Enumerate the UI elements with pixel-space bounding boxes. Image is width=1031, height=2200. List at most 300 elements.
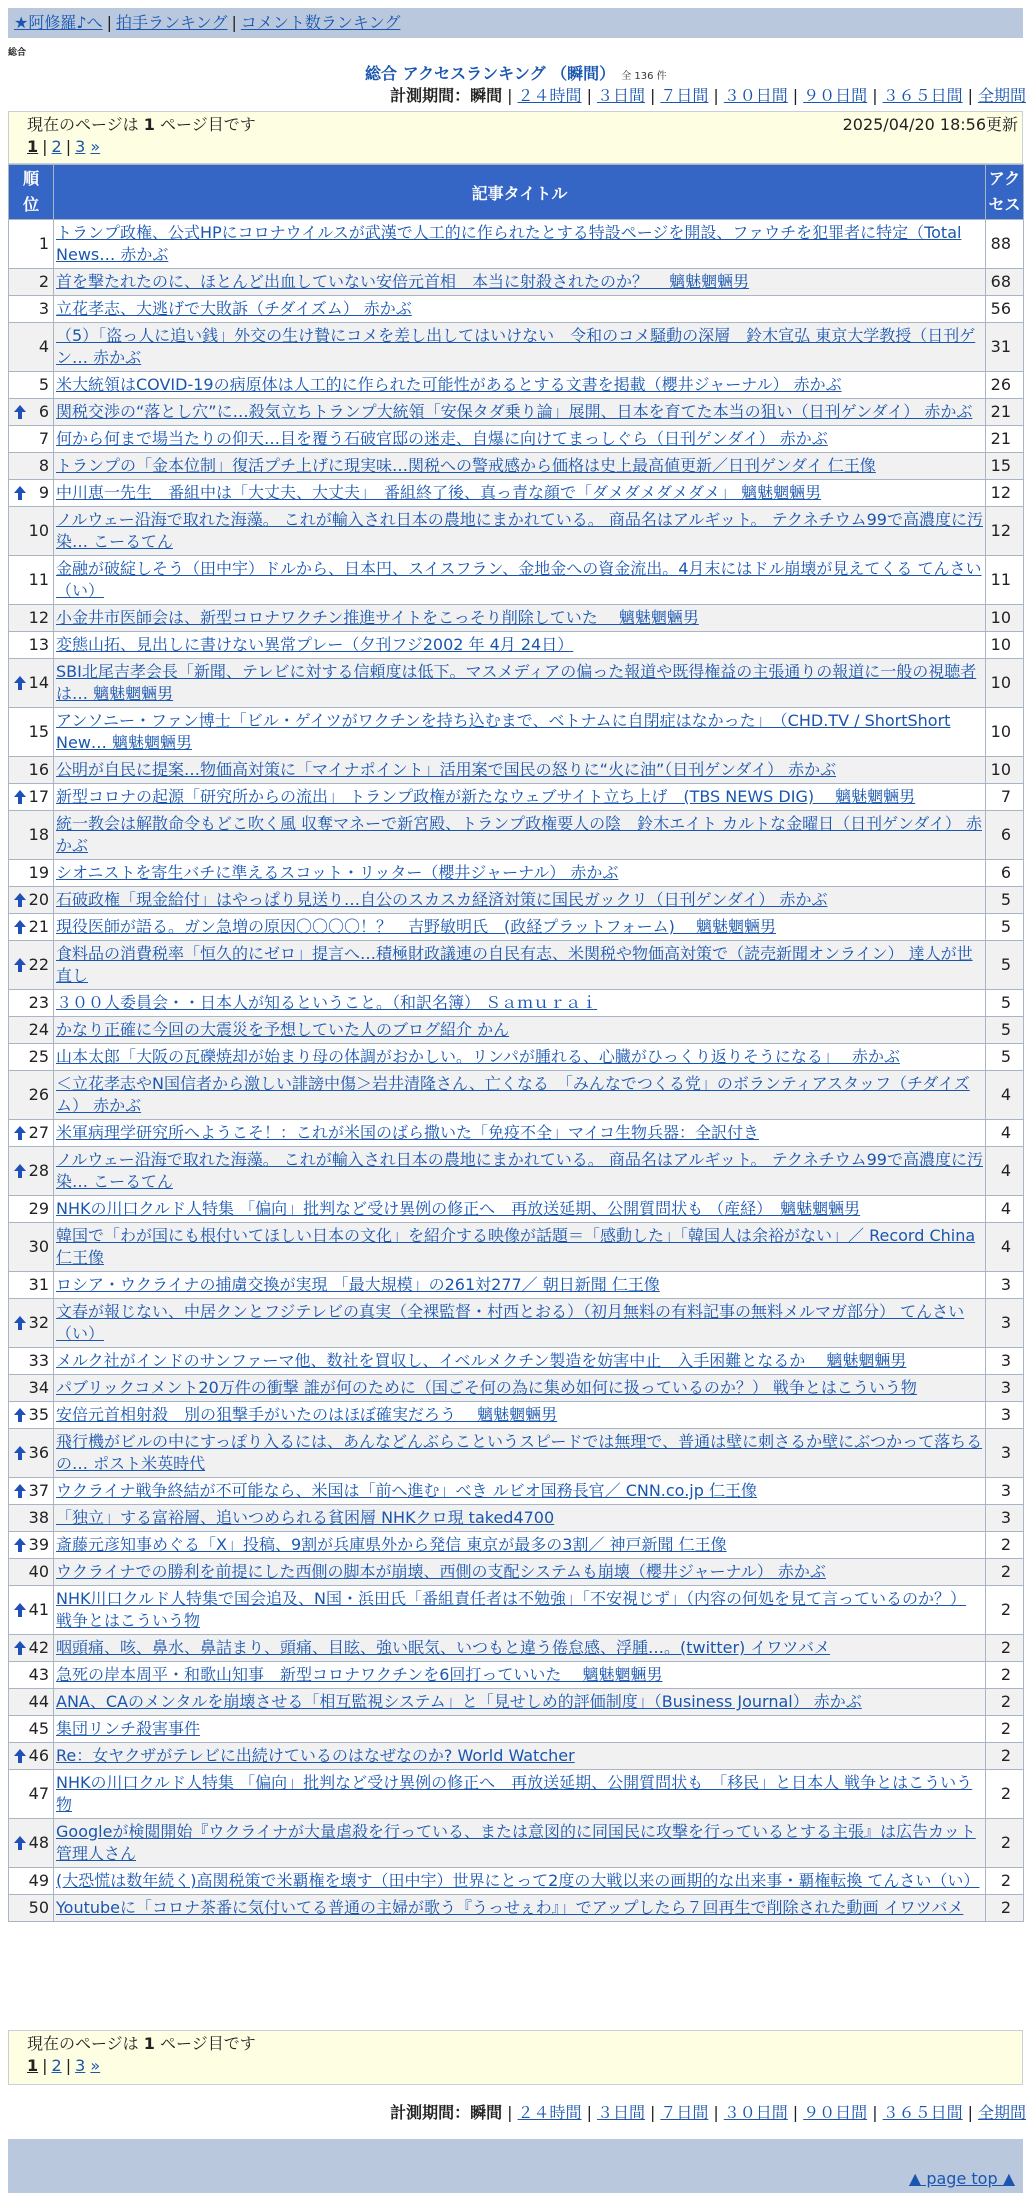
period-link[interactable]: ７日間 — [660, 86, 709, 105]
article-title-link[interactable]: 新型コロナの起源「研究所からの流出」 トランプ政権が新たなウェブサイト立ち上げ (TBS NEWS DIG) 魑魅魍魎男 — [56, 787, 916, 806]
article-title-link[interactable]: 現役医師が語る。ガン急増の原因〇〇〇〇！？ 吉野敏明氏 (政経プラットフォーム) 魑魅魍魎男 — [56, 917, 776, 936]
article-title-link[interactable]: 変態山拓、見出しに書けない異常プレー（夕刊フジ2002 年 4月 24日） — [56, 635, 574, 654]
rank-cell — [9, 1223, 54, 1272]
table-row — [9, 1071, 1024, 1120]
title-cell — [54, 887, 986, 914]
access-count: 4 — [986, 1223, 1024, 1272]
table-row — [9, 1402, 1024, 1429]
rank-number: 32 — [28, 1313, 49, 1332]
article-title-link[interactable]: 山本太郎「大阪の瓦礫焼却が始まり母の体調がおかしい。リンパが腫れる、心臓がひっくり返りそうになる」 赤かぶ — [56, 1047, 900, 1066]
access-count: 10 — [986, 757, 1024, 784]
title-cell — [54, 1120, 986, 1147]
rank-cell — [9, 1532, 54, 1559]
rank-number: 23 — [28, 993, 49, 1012]
table-row — [9, 784, 1024, 811]
table-row — [9, 914, 1024, 941]
period-selector-top: 計測期間：瞬間 | ２４時間 | ３日間 | ７日間 | ３０日間 | ９０日間 | ３６５日間 | 全期間 — [390, 86, 1026, 105]
period-link[interactable]: 全期間 — [977, 86, 1026, 105]
title-cell — [54, 1196, 986, 1223]
rank-number: 30 — [28, 1237, 49, 1256]
article-title-link[interactable]: 飛行機がビルの中にすっぽり入るには、あんなどんぶらこというスピードでは無理で、普通は壁に刺さるか壁にぶつかって落ちるの… ポスト米英時代 — [56, 1432, 983, 1473]
access-count: 10 — [986, 659, 1024, 708]
title-cell — [54, 1478, 986, 1505]
table-row — [9, 1819, 1024, 1868]
article-title-link[interactable]: ウクライナでの勝利を前提にした西側の脚本が崩壊、西側の支配システムも崩壊（櫻井ジャーナル） 赤かぶ — [56, 1562, 826, 1581]
access-count: 3 — [986, 1348, 1024, 1375]
rank-number: 33 — [28, 1351, 49, 1370]
rank-cell — [9, 1662, 54, 1689]
period-link[interactable]: ２４時間 — [517, 86, 582, 105]
title-cell — [54, 1586, 986, 1635]
table-row — [9, 1348, 1024, 1375]
rank-cell — [9, 887, 54, 914]
article-title-link[interactable]: Re：女ヤクザがテレビに出続けているのはなぜなのか? World Watcher — [56, 1746, 575, 1765]
rank-number: 50 — [28, 1898, 49, 1917]
rank-number: 3 — [38, 299, 49, 318]
table-row — [9, 480, 1024, 507]
period-link[interactable]: 全期間 — [977, 2103, 1026, 2122]
rank-number: 34 — [28, 1378, 49, 1397]
access-count: 5 — [986, 887, 1024, 914]
rank-up-arrow-icon — [13, 1483, 27, 1499]
title-cell — [54, 1689, 986, 1716]
table-row — [9, 1147, 1024, 1196]
title-cell — [54, 1716, 986, 1743]
rank-up-arrow-icon — [13, 1315, 27, 1331]
ranking-count: 全 136 件 — [621, 71, 667, 82]
rank-number: 17 — [28, 787, 49, 806]
article-title-link[interactable]: ANA、CAのメンタルを崩壊させる「相互監視システム」と「見せしめ的評価制度」（Business Journal） 赤かぶ — [56, 1692, 862, 1711]
table-row — [9, 632, 1024, 659]
access-count: 5 — [986, 914, 1024, 941]
table-row — [9, 1375, 1024, 1402]
rank-cell — [9, 1505, 54, 1532]
title-cell — [54, 659, 986, 708]
article-title-link[interactable]: 公明が自民に提案…物価高対策に「マイナポイント」活用案で国民の怒りに“火に油”（日刊ゲンダイ） 赤かぶ — [56, 760, 837, 779]
rank-up-arrow-icon — [13, 1125, 27, 1141]
article-title-link[interactable]: NHKの川口クルド人特集 「偏向」批判など受け異例の修正へ 再放送延期、公開質問状も 「移民」と日本人 戦争とはこういう物 — [56, 1773, 973, 1814]
period-link[interactable]: ３６５日間 — [882, 2103, 963, 2122]
title-cell — [54, 708, 986, 757]
period-label: 計測期間： — [390, 86, 471, 105]
rank-up-arrow-icon — [13, 1445, 27, 1461]
table-row — [9, 941, 1024, 990]
article-title-link[interactable]: シオニストを寄生バチに準えるスコット・リッター（櫻井ジャーナル） 赤かぶ — [56, 863, 619, 882]
ranking-body — [9, 220, 1024, 1922]
article-title-link[interactable]: Googleが検閲開始『ウクライナが大量虐殺を行っている、または意図的に同国民に攻撃を行っているとする主張』は広告カット 管理人さん — [56, 1822, 976, 1863]
pager-bottom — [8, 2030, 1023, 2085]
title-cell — [54, 399, 986, 426]
article-title-link[interactable]: 中川恵一先生 番組中は「大丈夫、大丈夫」 番組終了後、真っ青な顔で「ダメダメダメダメ」 魑魅魍魎男 — [56, 483, 822, 502]
rank-number: 20 — [28, 890, 49, 909]
access-count: 31 — [986, 323, 1024, 372]
table-row — [9, 1635, 1024, 1662]
period-link[interactable]: ７日間 — [660, 2103, 709, 2122]
period-current: 瞬間 — [470, 86, 503, 105]
rank-cell — [9, 323, 54, 372]
rank-up-arrow-icon — [13, 1537, 27, 1553]
article-title-link[interactable]: ロシア・ウクライナの捕虜交換が実現 「最大規模」の261対277／ 朝日新聞 仁王像 — [56, 1275, 660, 1294]
table-row — [9, 556, 1024, 605]
article-title-link[interactable]: 食料品の消費税率「恒久的にゼロ」提言へ…積極財政議連の自民有志、米関税や物価高対策で（読売新聞オンライン） 達人が世直し — [56, 944, 973, 985]
title-cell — [54, 1770, 986, 1819]
article-title-link[interactable]: 咽頭痛、咳、鼻水、鼻詰まり、頭痛、目眩、強い眠気、いつもと違う倦怠感、浮腫…。(twitter) イワツバメ — [56, 1638, 831, 1657]
rank-cell — [9, 1635, 54, 1662]
access-count: 21 — [986, 399, 1024, 426]
rank-cell — [9, 1586, 54, 1635]
rank-number: 38 — [28, 1508, 49, 1527]
rank-number: 4 — [38, 337, 49, 356]
article-title-link[interactable]: ３００人委員会・・日本人が知るということ。（和訳名簿） Ｓａｍｕｒａｉ — [56, 993, 598, 1012]
article-title-link[interactable]: トランプ政権、公式HPにコロナウイルスが武漢で人工的に作られたとする特設ページを開設、ファウチを犯罪者に特定（Total News… 赤かぶ — [56, 223, 962, 264]
rank-number: 7 — [38, 429, 49, 448]
rank-up-arrow-icon — [13, 404, 27, 420]
title-cell — [54, 220, 986, 269]
rank-number: 26 — [28, 1085, 49, 1104]
rank-cell — [9, 990, 54, 1017]
article-title-link[interactable]: 「独立」する富裕層、追いつめられる貧困層 NHKクロ現 taked4700 — [56, 1508, 555, 1527]
article-title-link[interactable]: 首を撃たれたのに、ほとんど出血していない安倍元首相 本当に射殺されたのか？ 魑魅魍魎男 — [56, 272, 750, 291]
period-link[interactable]: ９０日間 — [803, 2103, 868, 2122]
article-title-link[interactable]: NHK川口クルド人特集で国会追及、N国・浜田氏「番組責任者は不勉強」「不安視じず」（内容の何処を見て言っているのか？） 戦争とはこういう物 — [56, 1589, 966, 1630]
rank-cell — [9, 1689, 54, 1716]
table-row — [9, 757, 1024, 784]
access-count: 2 — [986, 1635, 1024, 1662]
rank-number: 12 — [28, 608, 49, 627]
access-count: 2 — [986, 1586, 1024, 1635]
rank-up-arrow-icon — [13, 1640, 27, 1656]
article-title-link[interactable]: NHKの川口クルド人特集 「偏向」批判など受け異例の修正へ 再放送延期、公開質問状も （産経） 魑魅魍魎男 — [56, 1199, 861, 1218]
rank-number: 43 — [28, 1665, 49, 1684]
page-next-link[interactable]: » — [90, 2056, 101, 2075]
page-link[interactable]: 3 — [75, 137, 86, 156]
rank-up-arrow-icon — [13, 1163, 27, 1179]
title-cell — [54, 1505, 986, 1532]
access-count: 5 — [986, 1044, 1024, 1071]
article-title-link[interactable]: ＜立花孝志やN国信者から激しい誹謗中傷＞岩井清隆さん、亡くなる 「みんなでつくる党」のボランティアスタッフ（チダイズム） 赤かぶ — [56, 1074, 970, 1115]
rank-up-arrow-icon — [13, 485, 27, 501]
period-link[interactable]: ３日間 — [596, 86, 645, 105]
rank-cell — [9, 1071, 54, 1120]
page-links: 1 | 2 | 3 » — [27, 2056, 101, 2075]
table-row — [9, 1272, 1024, 1299]
article-title-link[interactable]: 米軍病理学研究所へようこそ！：これが米国のばら撒いた「免疫不全」マイコ生物兵器：全訳付き — [56, 1123, 760, 1142]
title-cell — [54, 1375, 986, 1402]
rank-number: 16 — [28, 760, 49, 779]
page-status: 現在のページは 1 ページ目です — [27, 2034, 256, 2053]
article-title-link[interactable]: 立花孝志、大逃げで大敗訴（チダイズム） 赤かぶ — [56, 299, 412, 318]
table-row — [9, 1532, 1024, 1559]
rank-number: 45 — [28, 1719, 49, 1738]
rank-number: 48 — [28, 1833, 49, 1852]
rank-number: 21 — [28, 917, 49, 936]
rank-number: 44 — [28, 1692, 49, 1711]
article-title-link[interactable]: ウクライナ戦争終結が不可能なら、米国は「前へ進む」べき ルビオ国務長官／ CNN.co.jp 仁王像 — [56, 1481, 757, 1500]
rank-cell — [9, 220, 54, 269]
access-count: 12 — [986, 507, 1024, 556]
access-count: 3 — [986, 1429, 1024, 1478]
article-title-link[interactable]: ノルウェー沿海で取れた海藻。 これが輸入され日本の農地にまかれている。 商品名はアルギット。 テクネチウム99で高濃度に汚染… こーるてん — [56, 510, 983, 551]
rank-cell — [9, 659, 54, 708]
rank-cell — [9, 605, 54, 632]
access-count: 2 — [986, 1770, 1024, 1819]
title-cell — [54, 1017, 986, 1044]
article-title-link[interactable]: 米大統領はCOVID-19の病原体は人工的に作られた可能性があるとする文書を掲載（櫻井ジャーナル） 赤かぶ — [56, 375, 842, 394]
table-row — [9, 605, 1024, 632]
rank-up-arrow-icon — [13, 1602, 27, 1618]
access-count: 56 — [986, 296, 1024, 323]
period-link[interactable]: ３日間 — [596, 2103, 645, 2122]
access-count: 68 — [986, 269, 1024, 296]
access-count: 15 — [986, 453, 1024, 480]
title-cell — [54, 1044, 986, 1071]
rank-up-arrow-icon — [13, 1835, 27, 1851]
title-cell — [54, 1299, 986, 1348]
nav-link-comment-ranking[interactable]: コメント数ランキング — [240, 13, 401, 32]
nav-link-asyura[interactable]: ★阿修羅♪へ — [14, 13, 103, 32]
table-row — [9, 372, 1024, 399]
ranking-table — [8, 164, 1024, 1922]
article-title-link[interactable]: 金融が破綻しそう（田中宇）ドルから、日本円、スイスフラン、金地金への資金流出。4月末にはドル崩壊が見えてくる てんさい（い） — [56, 559, 982, 600]
rank-number: 47 — [28, 1784, 49, 1803]
rank-number: 14 — [28, 673, 49, 692]
table-row — [9, 296, 1024, 323]
article-title-link[interactable]: かなり正確に今回の大震災を予想していた人のブログ紹介 かん — [56, 1020, 510, 1039]
table-row — [9, 708, 1024, 757]
rank-cell — [9, 1402, 54, 1429]
page-top-link[interactable]: ▲ page top ▲ — [908, 2169, 1015, 2188]
rank-number: 35 — [28, 1405, 49, 1424]
page-link[interactable]: 2 — [51, 137, 62, 156]
rank-number: 36 — [28, 1443, 49, 1462]
rank-cell — [9, 296, 54, 323]
table-row — [9, 1505, 1024, 1532]
access-count: 3 — [986, 1478, 1024, 1505]
page-link[interactable]: 3 — [75, 2056, 86, 2075]
article-title-link[interactable]: 急死の岸本周平・和歌山知事 新型コロナワクチンを6回打っていいた 魑魅魍魎男 — [56, 1665, 663, 1684]
rank-cell — [9, 1299, 54, 1348]
rank-cell — [9, 372, 54, 399]
rank-number: 39 — [28, 1535, 49, 1554]
rank-number: 10 — [28, 521, 49, 540]
table-row — [9, 1120, 1024, 1147]
table-row — [9, 659, 1024, 708]
rank-up-arrow-icon — [13, 892, 27, 908]
rank-number: 13 — [28, 635, 49, 654]
rank-number: 2 — [38, 272, 49, 291]
access-count: 2 — [986, 1743, 1024, 1770]
nav-link-clap-ranking[interactable]: 拍手ランキング — [115, 13, 228, 32]
title-cell — [54, 784, 986, 811]
rank-number: 1 — [38, 234, 49, 253]
access-count: 11 — [986, 556, 1024, 605]
rank-cell — [9, 269, 54, 296]
access-column-header: アクセス — [986, 165, 1024, 220]
rank-cell — [9, 426, 54, 453]
access-count: 5 — [986, 1017, 1024, 1044]
table-row — [9, 1716, 1024, 1743]
rank-up-arrow-icon — [13, 1748, 27, 1764]
table-row — [9, 1895, 1024, 1922]
title-cell — [54, 1868, 986, 1895]
article-title-link[interactable]: アンソニー・ファン博士「ビル・ゲイツがワクチンを持ち込むまで、ベトナムに自閉症はなかった」 （CHD.TV / ShortShort New… 魑魅魍魎男 — [56, 711, 951, 752]
rank-up-arrow-icon — [13, 789, 27, 805]
title-cell — [54, 1743, 986, 1770]
access-count: 10 — [986, 708, 1024, 757]
access-count: 5 — [986, 941, 1024, 990]
rank-number: 5 — [38, 375, 49, 394]
article-title-link[interactable]: メルク社がインドのサンファーマ他、数社を買収し、イベルメクチン製造を妨害中止 入手困難となるか 魑魅魍魎男 — [56, 1351, 907, 1370]
rank-cell — [9, 1272, 54, 1299]
rank-cell — [9, 1375, 54, 1402]
article-title-link[interactable]: 安倍元首相射殺 別の狙撃手がいたのはほぼ確実だろう 魑魅魍魎男 — [56, 1405, 558, 1424]
title-cell — [54, 632, 986, 659]
period-link[interactable]: ３０日間 — [723, 2103, 788, 2122]
article-title-link[interactable]: 集団リンチ殺害事件 — [56, 1719, 201, 1738]
table-row — [9, 399, 1024, 426]
table-row — [9, 220, 1024, 269]
article-title-link[interactable]: Youtubeに「コロナ茶番に気付いてる普通の主婦が歌う『うっせぇわ』」でアップしたら７回再生で削除された動画 イワツバメ — [56, 1898, 964, 1917]
title-cell — [54, 1635, 986, 1662]
table-row — [9, 1868, 1024, 1895]
title-cell — [54, 453, 986, 480]
title-cell — [54, 914, 986, 941]
rank-number: 15 — [28, 722, 49, 741]
article-title-link[interactable]: 関税交渉の“落とし穴”に…殺気立ちトランプ大統領「安保タダ乗り論」展開、日本を育てた本当の狙い（日刊ゲンダイ） 赤かぶ — [56, 402, 973, 421]
article-title-link[interactable]: ノルウェー沿海で取れた海藻。 これが輸入され日本の農地にまかれている。 商品名はアルギット。 テクネチウム99で高濃度に汚染… こーるてん — [56, 1150, 983, 1191]
title-cell — [54, 990, 986, 1017]
rank-cell — [9, 1196, 54, 1223]
period-link[interactable]: ３６５日間 — [882, 86, 963, 105]
access-count: 26 — [986, 372, 1024, 399]
rank-cell — [9, 1044, 54, 1071]
article-title-link[interactable]: 石破政権「現金給付」はやっぱり見送り…自公のスカスカ経済対策に国民ガックリ（日刊ゲンダイ） 赤かぶ — [56, 890, 828, 909]
table-row — [9, 887, 1024, 914]
access-count: 3 — [986, 1272, 1024, 1299]
footer-bar — [8, 2139, 1023, 2193]
article-title-link[interactable]: 小金井市医師会は、新型コロナワクチン推進サイトをこっそり削除していた 魑魅魍魎男 — [56, 608, 699, 627]
rank-cell — [9, 1017, 54, 1044]
rank-cell — [9, 860, 54, 887]
period-link[interactable]: ２４時間 — [517, 2103, 582, 2122]
page-status: 現在のページは 1 ページ目です — [27, 115, 256, 134]
rank-cell — [9, 453, 54, 480]
title-cell — [54, 1071, 986, 1120]
category-label: 総合 — [8, 48, 27, 58]
table-row — [9, 269, 1024, 296]
access-count: 2 — [986, 1868, 1024, 1895]
rank-number: 24 — [28, 1020, 49, 1039]
rank-cell — [9, 556, 54, 605]
access-count: 7 — [986, 784, 1024, 811]
article-title-link[interactable]: 文春が報じない、中居クンとフジテレビの真実（全裸監督・村西とおる）（初月無料の有料記事の無料メルマガ部分） てんさい（い） — [56, 1302, 965, 1343]
title-cell — [54, 1147, 986, 1196]
page-next-link[interactable]: » — [90, 137, 101, 156]
title-cell — [54, 1429, 986, 1478]
table-row — [9, 1559, 1024, 1586]
table-row — [9, 507, 1024, 556]
article-title-link[interactable]: 斎藤元彦知事めぐる「X」投稿、9割が兵庫県外から発信 東京が最多の3割／ 神戸新聞 仁王像 — [56, 1535, 727, 1554]
access-count: 2 — [986, 1689, 1024, 1716]
page-link[interactable]: 2 — [51, 2056, 62, 2075]
table-row — [9, 1429, 1024, 1478]
table-row — [9, 1017, 1024, 1044]
access-count: 6 — [986, 860, 1024, 887]
rank-number: 28 — [28, 1161, 49, 1180]
page-current: 1 — [27, 2056, 39, 2075]
table-row — [9, 1689, 1024, 1716]
access-count: 2 — [986, 1662, 1024, 1689]
rank-cell — [9, 480, 54, 507]
access-count: 6 — [986, 811, 1024, 860]
access-count: 3 — [986, 1402, 1024, 1429]
access-count: 2 — [986, 1532, 1024, 1559]
rank-number: 19 — [28, 863, 49, 882]
rank-number: 27 — [28, 1123, 49, 1142]
table-row — [9, 453, 1024, 480]
title-cell — [54, 811, 986, 860]
table-header-row — [9, 165, 1024, 220]
rank-cell — [9, 1348, 54, 1375]
rank-up-arrow-icon — [13, 957, 27, 973]
article-title-link[interactable]: 何から何まで場当たりの仰天…目を覆う石破官邸の迷走、自爆に向けてまっしぐら（日刊ゲンダイ） 赤かぶ — [56, 429, 828, 448]
article-title-link[interactable]: 韓国で「わが国にも根付いてほしい日本の文化」を紹介する映像が話題＝「感動した」「韓国人は余裕がない」／ Record China 仁王像 — [56, 1226, 976, 1267]
title-cell — [54, 1559, 986, 1586]
table-row — [9, 990, 1024, 1017]
article-title-link[interactable]: SBI北尾吉孝会長「新聞、テレビに対する信頼度は低下。マスメディアの偏った報道や既得権益の主張通りの報道に一般の視聴者は… 魑魅魍魎男 — [56, 662, 977, 703]
rank-up-arrow-icon — [13, 1407, 27, 1423]
table-row — [9, 1299, 1024, 1348]
rank-number: 25 — [28, 1047, 49, 1066]
rank-number: 46 — [28, 1746, 49, 1765]
period-link[interactable]: ３０日間 — [723, 86, 788, 105]
access-count: 3 — [986, 1299, 1024, 1348]
title-cell — [54, 1819, 986, 1868]
article-title-link[interactable]: 統一教会は解散命令もどこ吹く風 収奪マネーで新宮殿、トランプ政権要人の陰 鈴木エイト カルトな金曜日（日刊ゲンダイ） 赤かぶ — [56, 814, 982, 855]
title-column-header: 記事タイトル — [54, 165, 986, 220]
article-title-link[interactable]: (大恐慌は数年続く)高関税策で米覇権を壊す（田中宇）世界にとって2度の大戦以来の画期的な出来事・覇権転換 てんさい（い） — [56, 1871, 980, 1890]
table-row — [9, 1044, 1024, 1071]
rank-number: 22 — [28, 955, 49, 974]
title-cell — [54, 269, 986, 296]
rank-number: 6 — [38, 402, 49, 421]
period-link[interactable]: ９０日間 — [803, 86, 868, 105]
table-row — [9, 1662, 1024, 1689]
rank-up-arrow-icon — [13, 675, 27, 691]
table-row — [9, 811, 1024, 860]
rank-number: 9 — [38, 483, 49, 502]
title-cell — [54, 941, 986, 990]
rank-number: 18 — [28, 825, 49, 844]
rank-column-header: 順位 — [9, 165, 54, 220]
access-count: 88 — [986, 220, 1024, 269]
table-row — [9, 1196, 1024, 1223]
access-count: 2 — [986, 1895, 1024, 1922]
rank-cell — [9, 914, 54, 941]
rank-cell — [9, 1716, 54, 1743]
article-title-link[interactable]: パブリックコメント20万件の衝撃 誰が何のために（国ごそ何の為に集め如何に扱っているのか？） 戦争とはこういう物 — [56, 1378, 917, 1397]
article-title-link[interactable]: （5）「盗っ人に追い銭」外交の生け贄にコメを差し出してはいけない 令和のコメ騒動の深層 鈴木宣弘 東京大学教授（日刊ゲン… 赤かぶ — [56, 326, 976, 367]
article-title-link[interactable]: トランプの「金本位制」復活プチ上げに現実味…関税への警戒感から価格は史上最高値更新／日刊ゲンダイ 仁王像 — [56, 456, 876, 475]
title-cell — [54, 1348, 986, 1375]
period-label: 計測期間： — [390, 2103, 471, 2122]
access-count: 10 — [986, 605, 1024, 632]
page-links: 1 | 2 | 3 » — [27, 137, 101, 156]
rank-cell — [9, 784, 54, 811]
access-count: 5 — [986, 990, 1024, 1017]
rank-cell — [9, 1819, 54, 1868]
rank-cell — [9, 1478, 54, 1505]
